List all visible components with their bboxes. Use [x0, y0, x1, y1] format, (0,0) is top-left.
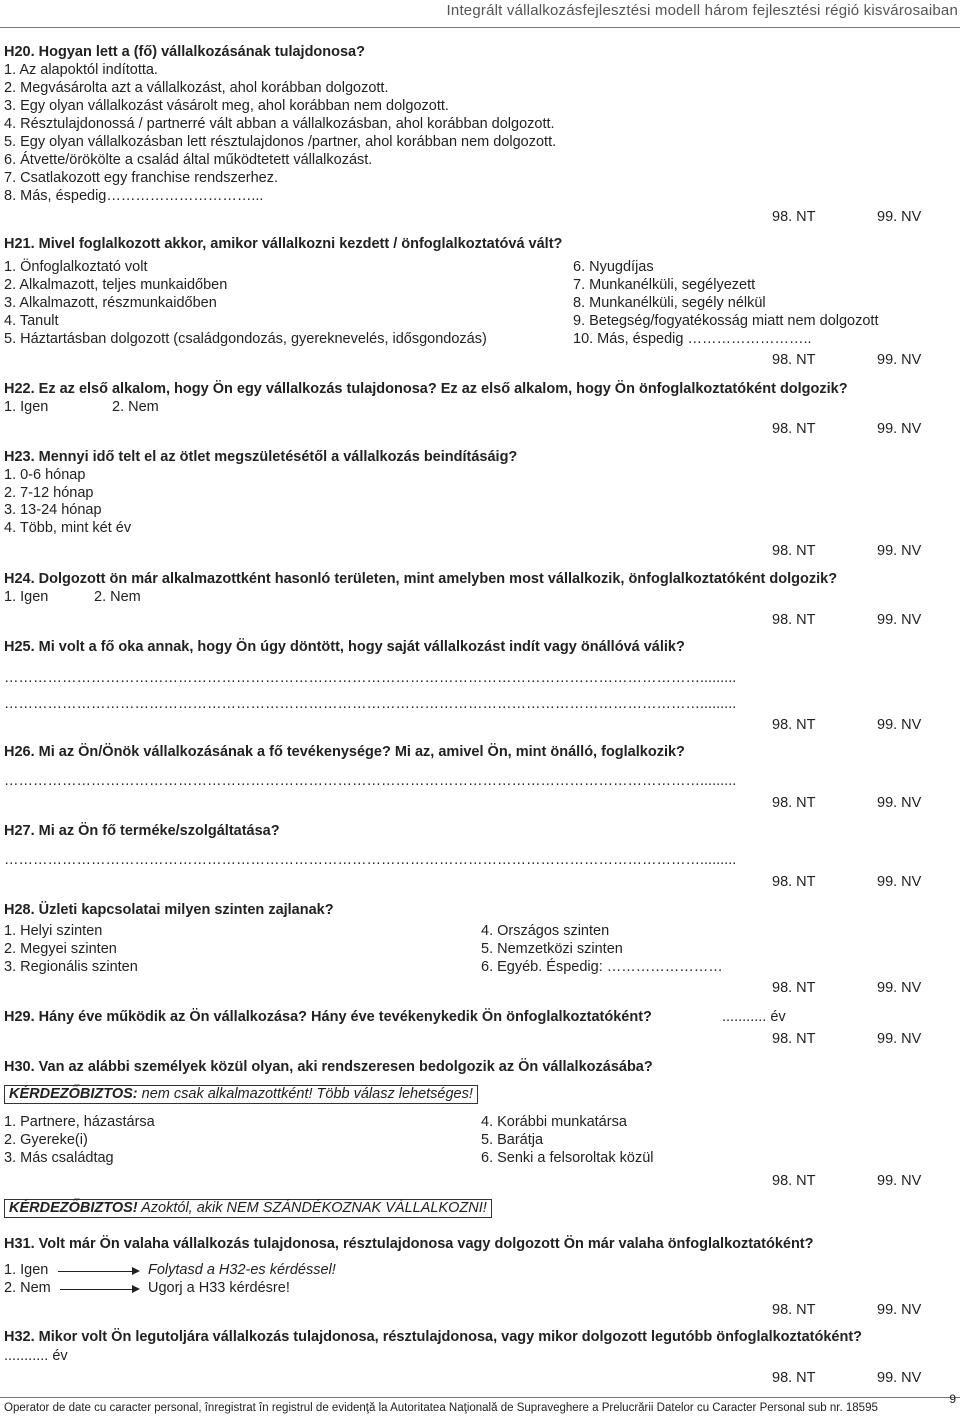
- nt-code: 98. NT: [772, 795, 816, 811]
- q20-title: H20. Hogyan lett a (fő) vállalkozásának tulajdonosa?: [4, 44, 365, 60]
- q25-title: H25. Mi volt a fő oka annak, hogy Ön úgy döntött, hogy saját vállalkozást indít vagy önállóvá válik?: [4, 639, 685, 655]
- q21-option: 2. Alkalmazott, teljes munkaidőben: [4, 277, 228, 293]
- q20-option: 6. Átvette/örökölte a család által működtetett vállalkozást.: [4, 152, 373, 168]
- q30-title: H30. Van az alábbi személyek közül olyan, aki rendszeresen bedolgozik az Ön vállalkozásába?: [4, 1059, 653, 1075]
- q30-option: 5. Barátja: [481, 1132, 544, 1148]
- answer-dotted-line[interactable]: ……………………………………………………………………………………………………………………………….........: [4, 670, 737, 686]
- page-number: 9: [949, 1392, 956, 1406]
- q20-option: 4. Résztulajdonossá / partnerré vált abban a vállalkozásban, ahol korábban dolgozott.: [4, 116, 555, 132]
- answer-dotted-line[interactable]: ……………………………………………………………………………………………………………………………….........: [4, 696, 737, 712]
- nt-code: 98. NT: [772, 717, 816, 733]
- q23-title: H23. Mennyi idő telt el az ötlet megszületésétől a vállalkozás beindításáig?: [4, 449, 518, 465]
- nv-code: 99. NV: [877, 612, 922, 628]
- nv-code: 99. NV: [877, 1370, 922, 1386]
- nv-code: 99. NV: [877, 980, 922, 996]
- answer-dotted-line[interactable]: ……………………………………………………………………………………………………………………………….........: [4, 852, 737, 868]
- interviewer-note: nem csak alkalmazottként! Több válasz lehetséges!: [137, 1086, 473, 1102]
- q20-option: 5. Egy olyan vállalkozásban lett résztulajdonos /partner, ahol korábban nem dolgozott.: [4, 134, 557, 150]
- nt-code: 98. NT: [772, 1370, 816, 1386]
- q23-option: 1. 0-6 hónap: [4, 467, 86, 483]
- q20-option: 2. Megvásárolta azt a vállalkozást, ahol korábban dolgozott.: [4, 80, 389, 96]
- footer-text: Operator de date cu caracter personal, înregistrat în registrul de evidenţă la Autoritatea Naţională de Supraveghere a Prelucrării Datelor cu Caracter Personal sub nr. 18595: [4, 1402, 878, 1414]
- q22-option: 1. Igen: [4, 399, 49, 415]
- q30-option: 6. Senki a felsoroltak közül: [481, 1150, 654, 1166]
- interviewer-note-box: [4, 1085, 478, 1104]
- q28-option: 1. Helyi szinten: [4, 923, 103, 939]
- q31-skip-note: Ugorj a H33 kérdésre!: [148, 1280, 290, 1296]
- q24-option: 2. Nem: [94, 589, 141, 605]
- nv-code: 99. NV: [877, 421, 922, 437]
- nv-code: 99. NV: [877, 543, 922, 559]
- q29-answer[interactable]: ........... év: [722, 1009, 786, 1025]
- interviewer-label: KÉRDEZŐBIZTOS:: [9, 1086, 138, 1102]
- nv-code: 99. NV: [877, 1031, 922, 1047]
- nt-code: 98. NT: [772, 1173, 816, 1189]
- q28-option: 2. Megyei szinten: [4, 941, 117, 957]
- q30-option: 4. Korábbi munkatársa: [481, 1114, 627, 1130]
- nv-code: 99. NV: [877, 209, 922, 225]
- q22-option: 2. Nem: [112, 399, 159, 415]
- q20-option: 8. Más, éspedig…………………………...: [4, 188, 264, 204]
- nt-code: 98. NT: [772, 980, 816, 996]
- q29-title: H29. Hány éve működik az Ön vállalkozása? Hány éve tevékenykedik Ön önfoglalkoztatóként?: [4, 1009, 652, 1025]
- nt-code: 98. NT: [772, 209, 816, 225]
- nv-code: 99. NV: [877, 352, 922, 368]
- nv-code: 99. NV: [877, 874, 922, 890]
- nt-code: 98. NT: [772, 1302, 816, 1318]
- q23-option: 4. Több, mint két év: [4, 520, 132, 536]
- answer-dotted-line[interactable]: ……………………………………………………………………………………………………………………………….........: [4, 773, 737, 789]
- q20-option: 3. Egy olyan vállalkozást vásárolt meg, ahol korábban nem dolgozott.: [4, 98, 449, 114]
- nt-code: 98. NT: [772, 543, 816, 559]
- nt-code: 98. NT: [772, 421, 816, 437]
- q23-option: 3. 13-24 hónap: [4, 502, 102, 518]
- q24-option: 1. Igen: [4, 589, 49, 605]
- interviewer-note: Azoktól, akik NEM SZÁNDÉKOZNAK VÁLLALKOZNI!: [137, 1200, 487, 1216]
- q26-title: H26. Mi az Ön/Önök vállalkozásának a fő tevékenysége? Mi az, amivel Ön, mint önálló, foglalkozik?: [4, 744, 685, 760]
- interviewer-label: KÉRDEZŐBIZTOS!: [9, 1200, 138, 1216]
- footer-rule: [0, 1397, 960, 1398]
- q20-option: 7. Csatlakozott egy franchise rendszerhez.: [4, 170, 279, 186]
- q28-option: 4. Országos szinten: [481, 923, 610, 939]
- header-rule: [0, 27, 960, 28]
- q21-option: 1. Önfoglalkoztató volt: [4, 259, 148, 275]
- interviewer-note-box: [4, 1199, 492, 1218]
- q21-option: 10. Más, éspedig ……………………..: [573, 331, 812, 347]
- q28-title: H28. Üzleti kapcsolatai milyen szinten zajlanak?: [4, 902, 334, 918]
- q30-option: 1. Partnere, házastársa: [4, 1114, 155, 1130]
- q30-option: 2. Gyereke(i): [4, 1132, 88, 1148]
- q21-option: 7. Munkanélküli, segélyezett: [573, 277, 756, 293]
- nt-code: 98. NT: [772, 874, 816, 890]
- q23-option: 2. 7-12 hónap: [4, 485, 94, 501]
- q27-title: H27. Mi az Ön fő terméke/szolgáltatása?: [4, 823, 280, 839]
- nt-code: 98. NT: [772, 352, 816, 368]
- q21-option: 6. Nyugdíjas: [573, 259, 654, 275]
- q20-option: 1. Az alapoktól indította.: [4, 62, 158, 78]
- nv-code: 99. NV: [877, 1302, 922, 1318]
- q32-title: H32. Mikor volt Ön legutoljára vállalkozás tulajdonosa, résztulajdonosa, vagy mikor dolgozott legutóbb önfoglalkoztatóként?: [4, 1329, 863, 1345]
- nt-code: 98. NT: [772, 1031, 816, 1047]
- q21-title: H21. Mivel foglalkozott akkor, amikor vállalkozni kezdett / önfoglalkoztatóvá vált?: [4, 236, 563, 252]
- q21-option: 3. Alkalmazott, részmunkaidőben: [4, 295, 217, 311]
- q31-skip-note: Folytasd a H32-es kérdéssel!: [148, 1262, 336, 1278]
- q21-option: 8. Munkanélküli, segély nélkül: [573, 295, 766, 311]
- q21-option: 4. Tanult: [4, 313, 59, 329]
- q30-option: 3. Más családtag: [4, 1150, 114, 1166]
- nv-code: 99. NV: [877, 795, 922, 811]
- running-header: Integrált vállalkozásfejlesztési modell három fejlesztési régió kisvárosaiban: [446, 2, 958, 19]
- q31-option: 1. Igen: [4, 1262, 49, 1278]
- q24-title: H24. Dolgozott ön már alkalmazottként hasonló területen, mint amelyben most vállalkozik, önfoglalkoztatóként dolgozik?: [4, 571, 838, 587]
- q28-option: 3. Regionális szinten: [4, 959, 138, 975]
- q31-title: H31. Volt már Ön valaha vállalkozás tulajdonosa, résztulajdonosa vagy dolgozott Ön már valaha önfoglalkoztatóként?: [4, 1236, 814, 1252]
- q32-answer[interactable]: ........... év: [4, 1348, 68, 1364]
- q28-option: 6. Egyéb. Éspedig: ……………………: [481, 959, 723, 975]
- q21-option: 5. Háztartásban dolgozott (családgondozás, gyereknevelés, idősgondozás): [4, 331, 487, 347]
- q28-option: 5. Nemzetközi szinten: [481, 941, 623, 957]
- nv-code: 99. NV: [877, 717, 922, 733]
- arrow-right-icon: [58, 1271, 138, 1272]
- arrow-right-icon: [60, 1289, 138, 1290]
- q22-title: H22. Ez az első alkalom, hogy Ön egy vállalkozás tulajdonosa? Ez az első alkalom, hogy Ön önfoglalkoztatóként dolgozik?: [4, 381, 848, 397]
- nv-code: 99. NV: [877, 1173, 922, 1189]
- nt-code: 98. NT: [772, 612, 816, 628]
- q21-option: 9. Betegség/fogyatékosság miatt nem dolgozott: [573, 313, 879, 329]
- q31-option: 2. Nem: [4, 1280, 51, 1296]
